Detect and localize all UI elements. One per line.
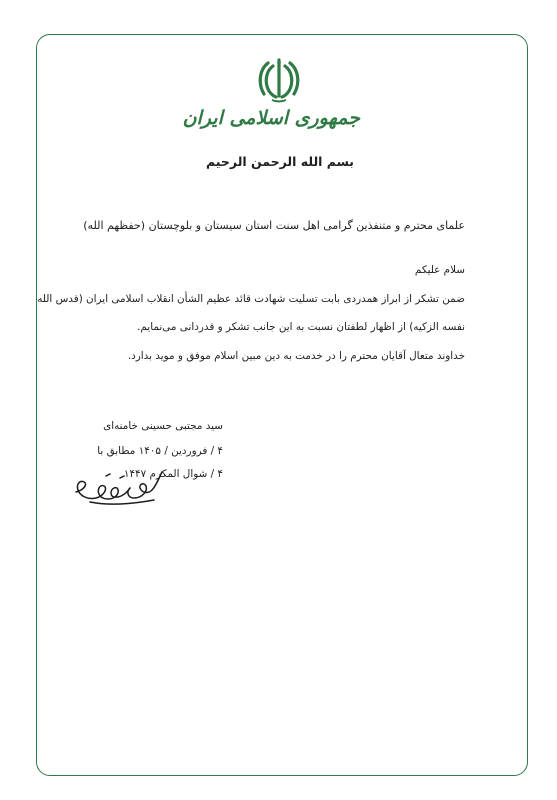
- body-line-1: ضمن تشکر از ابراز همدردی بابت تسلیت شهادت قائد عظیم الشأن انقلاب اسلامی ایران (قدس الله: [37, 293, 465, 305]
- date-solar: ۴ / فروردین / ۱۴۰۵ مطابق با: [97, 445, 223, 457]
- addressee-line: علمای محترم و متنفذین گرامی اهل سنت استان سیستان و بلوچستان (حفظهم الله): [83, 219, 465, 232]
- basmala-heading: بسم الله الرحمن الرحیم: [206, 154, 354, 169]
- iran-emblem-icon: [258, 56, 300, 104]
- date-lunar: ۴ / شوال المکرم ۱۴۴۷: [123, 468, 223, 480]
- body-line-2: نفسه الزکیه) از اظهار لطفتان نسبت به این جانب تشکر و قدردانی می‌نمایم.: [137, 321, 465, 333]
- country-name: جمهوری اسلامی ایران: [182, 107, 360, 129]
- body-line-3: خداوند متعال آقایان محترم را در خدمت به دین مبین اسلام موفق و موید بدارد.: [127, 350, 465, 362]
- letter-border-frame: [36, 34, 528, 776]
- greeting-line: سلام علیکم: [414, 264, 465, 276]
- signatory-name: سید مجتبی حسینی خامنه‌ای: [103, 420, 223, 432]
- handwritten-signature-icon: [70, 460, 166, 508]
